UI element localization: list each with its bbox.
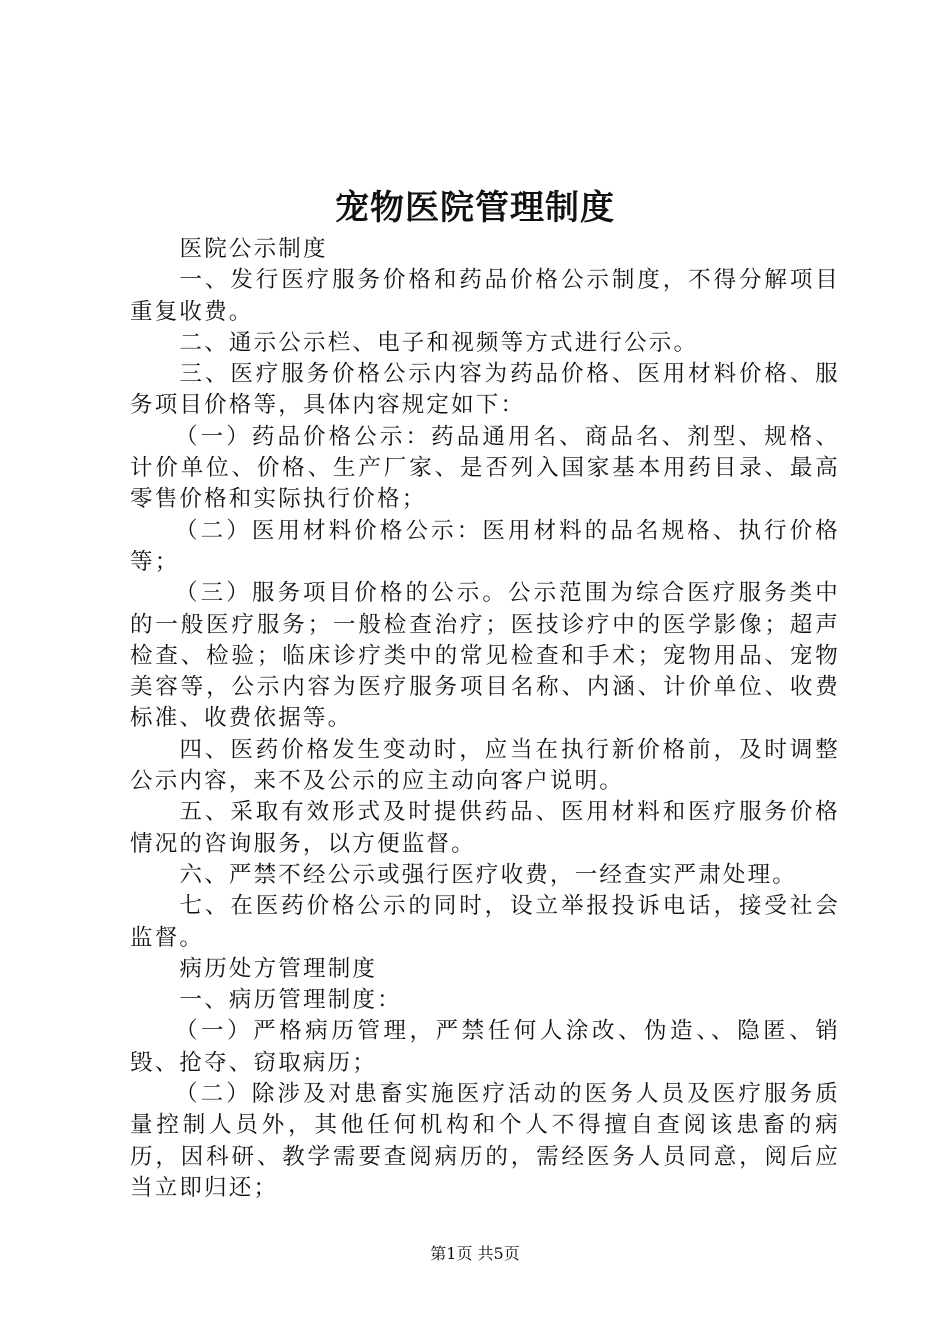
paragraph: 一、病历管理制度：	[179, 987, 402, 1014]
sub-paragraph: （一）严格病历管理，严禁任何人涂改、伪造、、隐匿、销毁、抢夺、窃取病历；	[130, 1018, 840, 1076]
document-title: 宠物医院管理制度	[335, 188, 615, 228]
section-heading: 医院公示制度	[179, 236, 328, 262]
sub-paragraph: （一）药品价格公示：药品通用名、商品名、剂型、规格、计价单位、价格、生产厂家、是否列入国家基本用药目录、最高零售价格和实际执行价格；	[130, 423, 840, 513]
sub-paragraph: （三）服务项目价格的公示。公示范围为综合医疗服务类中的一般医疗服务；一般检查治疗；医技诊疗中的医学影像；超声检查、检验；临床诊疗类中的常见检查和手术；宠物用品、宠物美容等，公示内容为医疗服务项目名称、内涵、计价单位、收费标准、收费依据等。	[130, 580, 840, 732]
paragraph: 六、严禁不经公示或强行医疗收费，一经查实严肃处理。	[179, 861, 798, 888]
sub-paragraph: （二）除涉及对患畜实施医疗活动的医务人员及医疗服务质量控制人员外，其他任何机构和个人不得擅自查阅该患畜的病历，因科研、教学需要查阅病历的，需经医务人员同意，阅后应当立即归还；	[130, 1081, 840, 1201]
paragraph: 二、通示公示栏、电子和视频等方式进行公示。	[179, 329, 699, 356]
paragraph: 四、医药价格发生变动时，应当在执行新价格前，及时调整公示内容，来不及公示的应主动向客户说明。	[130, 736, 840, 795]
paragraph: 一、发行医疗服务价格和药品价格公示制度，不得分解项目重复收费。	[130, 267, 840, 325]
paragraph: 三、医疗服务价格公示内容为药品价格、医用材料价格、服务项目价格等，具体内容规定如下：	[130, 361, 840, 419]
section-heading: 病历处方管理制度	[179, 955, 378, 982]
sub-paragraph: （二）医用材料价格公示：医用材料的品名规格、执行价格等；	[130, 517, 840, 575]
page-number: 第1页 共5页	[430, 1244, 520, 1263]
paragraph: 五、采取有效形式及时提供药品、医用材料和医疗服务价格情况的咨询服务，以方便监督。	[130, 799, 840, 857]
paragraph: 七、在医药价格公示的同时，设立举报投诉电话，接受社会监督。	[130, 893, 840, 951]
document-body	[130, 234, 840, 1204]
